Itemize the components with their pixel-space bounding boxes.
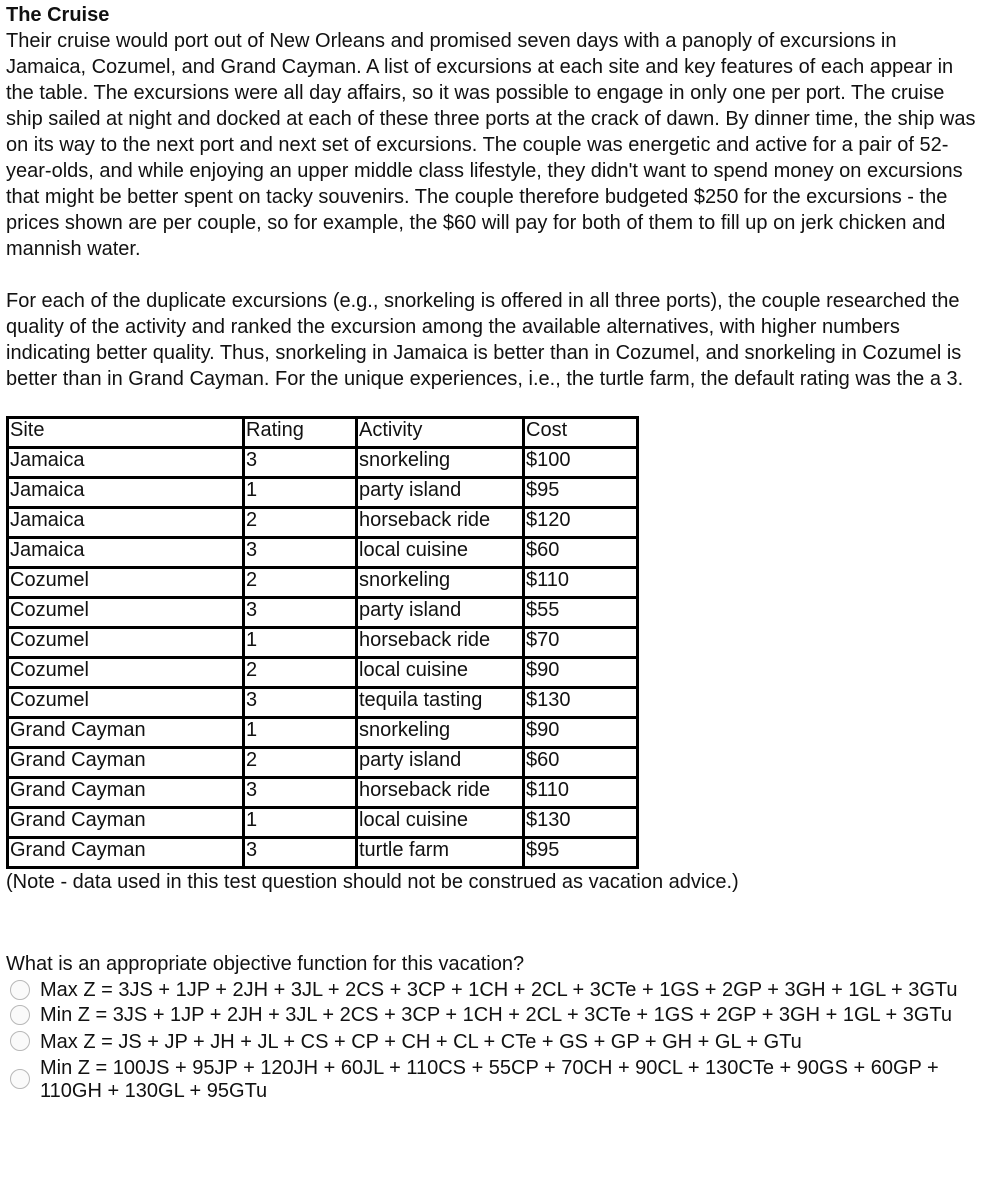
table-row [8, 718, 638, 748]
rating-cell: 2 [244, 568, 357, 598]
answer-option-label: Min Z = 3JS + 1JP + 2JH + 3JL + 2CS + 3CP + 1CH + 2CL + 3CTe + 1GS + 2GP + 3GH + 1GL + 3GTu [40, 1004, 952, 1026]
answer-option[interactable] [6, 979, 976, 1002]
activity-cell: local cuisine [357, 538, 524, 568]
table-row [8, 688, 638, 718]
cost-cell: $55 [524, 598, 638, 628]
activity-cell: horseback ride [357, 508, 524, 538]
ratings-paragraph: For each of the duplicate excursions (e.g., snorkeling is offered in all three ports), the couple researched the quality of the activity and ranked the excursion among the available alternatives, with higher numbers indicating better quality. Thus, snorkeling in Jamaica is better than in Cozumel, and snorkeling in Cozumel is better than in Grand Cayman. For the unique experiences, i.e., the turtle farm, the default rating was the a 3. [6, 290, 964, 390]
activity-cell: snorkeling [357, 448, 524, 478]
radio-button[interactable] [10, 1069, 30, 1089]
rating-cell: 3 [244, 688, 357, 718]
table-row [8, 448, 638, 478]
cost-cell: $95 [524, 838, 638, 868]
rating-cell: 3 [244, 778, 357, 808]
site-cell: Jamaica [8, 478, 244, 508]
table-row [8, 778, 638, 808]
answer-option-label: Min Z = 100JS + 95JP + 120JH + 60JL + 110CS + 55CP + 70CH + 90CL + 130CTe + 90GS + 60GP + 110GH + 130GL + 95GTu [40, 1057, 939, 1102]
site-cell: Grand Cayman [8, 748, 244, 778]
table-note: (Note - data used in this test question should not be construed as vacation advice.) [6, 871, 739, 893]
table-row [8, 838, 638, 868]
activity-cell: party island [357, 598, 524, 628]
rating-cell: 3 [244, 538, 357, 568]
answer-option[interactable] [6, 1029, 976, 1055]
table-row [8, 598, 638, 628]
column-header: Site [8, 418, 244, 448]
page-title: The Cruise [6, 4, 110, 26]
excursions-table [6, 416, 639, 869]
cost-cell: $130 [524, 808, 638, 838]
site-cell: Cozumel [8, 568, 244, 598]
site-cell: Cozumel [8, 688, 244, 718]
cost-cell: $130 [524, 688, 638, 718]
activity-cell: turtle farm [357, 838, 524, 868]
rating-cell: 3 [244, 448, 357, 478]
rating-cell: 2 [244, 508, 357, 538]
rating-cell: 1 [244, 808, 357, 838]
table-row [8, 478, 638, 508]
question-prompt: What is an appropriate objective function for this vacation? [6, 953, 525, 975]
radio-button[interactable] [10, 1031, 30, 1051]
activity-cell: snorkeling [357, 568, 524, 598]
spacer [6, 262, 976, 288]
table-row [8, 658, 638, 688]
rating-cell: 3 [244, 838, 357, 868]
activity-cell: horseback ride [357, 778, 524, 808]
cost-cell: $100 [524, 448, 638, 478]
table-row [8, 808, 638, 838]
rating-cell: 1 [244, 718, 357, 748]
column-header: Rating [244, 418, 357, 448]
table-row [8, 568, 638, 598]
table-row [8, 538, 638, 568]
site-cell: Jamaica [8, 508, 244, 538]
site-cell: Cozumel [8, 628, 244, 658]
site-cell: Grand Cayman [8, 778, 244, 808]
site-cell: Jamaica [8, 538, 244, 568]
cost-cell: $90 [524, 658, 638, 688]
answer-option-label: Max Z = JS + JP + JH + JL + CS + CP + CH + CL + CTe + GS + GP + GH + GL + GTu [40, 1031, 802, 1053]
radio-button[interactable] [10, 980, 30, 1000]
site-cell: Grand Cayman [8, 838, 244, 868]
rating-cell: 2 [244, 748, 357, 778]
activity-cell: local cuisine [357, 808, 524, 838]
rating-cell: 1 [244, 478, 357, 508]
table-row [8, 508, 638, 538]
cost-cell: $70 [524, 628, 638, 658]
site-cell: Grand Cayman [8, 808, 244, 838]
cost-cell: $110 [524, 778, 638, 808]
table-row [8, 748, 638, 778]
intro-paragraph: Their cruise would port out of New Orleans and promised seven days with a panoply of excursions in Jamaica, Cozumel, and Grand Cayman. A list of excursions at each site and key features of each appear in the table. The excursions were all day affairs, so it was possible to engage in only one per port. The cruise ship sailed at night and docked at each of these three ports at the crack of dawn. By dinner time, the ship was on its way to the next port and next set of excursions. The couple was energetic and active for a pair of 52-year-olds, and while enjoying an upper middle class lifestyle, they didn't want to spend money on excursions that might be better spent on tacky souvenirs. The couple therefore budgeted $250 for the excursions - the prices shown are per couple, so for example, the $60 will pay for both of them to fill up on jerk chicken and mannish water. [6, 30, 976, 260]
activity-cell: party island [357, 748, 524, 778]
answer-option[interactable] [6, 1004, 976, 1027]
activity-cell: tequila tasting [357, 688, 524, 718]
site-cell: Cozumel [8, 658, 244, 688]
answer-option-label: Max Z = 3JS + 1JP + 2JH + 3JL + 2CS + 3CP + 1CH + 2CL + 3CTe + 1GS + 2GP + 3GH + 1GL + 3GTu [40, 979, 958, 1001]
column-header: Cost [524, 418, 638, 448]
rating-cell: 3 [244, 598, 357, 628]
site-cell: Jamaica [8, 448, 244, 478]
answer-options [6, 979, 976, 1103]
cost-cell: $90 [524, 718, 638, 748]
table-header-row [8, 418, 638, 448]
site-cell: Grand Cayman [8, 718, 244, 748]
activity-cell: snorkeling [357, 718, 524, 748]
cost-cell: $110 [524, 568, 638, 598]
column-header: Activity [357, 418, 524, 448]
activity-cell: party island [357, 478, 524, 508]
cost-cell: $60 [524, 748, 638, 778]
activity-cell: local cuisine [357, 658, 524, 688]
site-cell: Cozumel [8, 598, 244, 628]
answer-option[interactable] [6, 1057, 976, 1103]
radio-button[interactable] [10, 1005, 30, 1025]
rating-cell: 1 [244, 628, 357, 658]
cost-cell: $120 [524, 508, 638, 538]
cost-cell: $95 [524, 478, 638, 508]
table-row [8, 628, 638, 658]
rating-cell: 2 [244, 658, 357, 688]
activity-cell: horseback ride [357, 628, 524, 658]
cost-cell: $60 [524, 538, 638, 568]
